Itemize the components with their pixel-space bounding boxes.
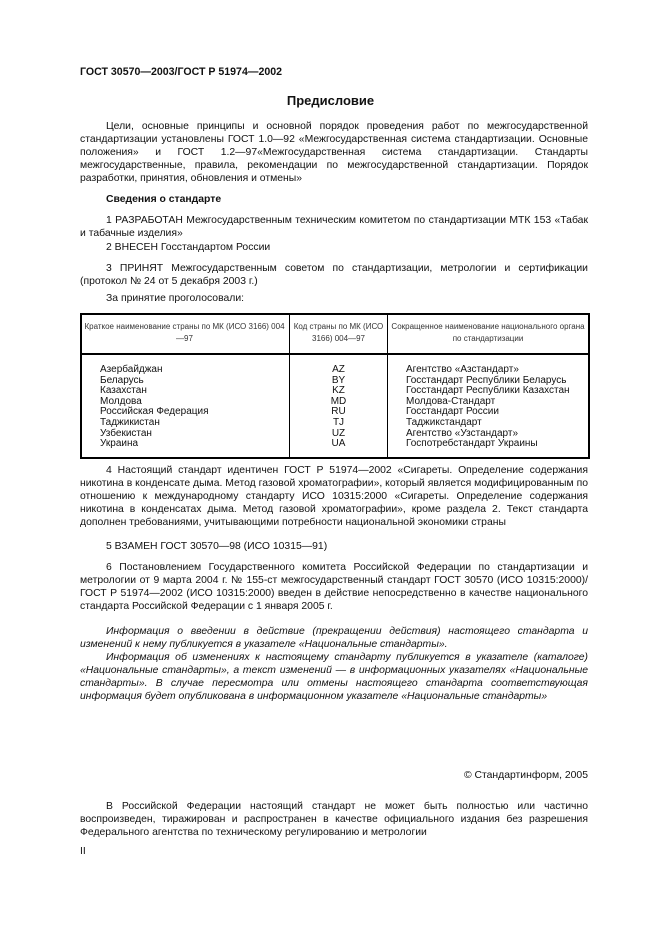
voted-label: За принятие проголосовали: <box>106 293 245 304</box>
country-cell: Таджикистан <box>80 418 290 429</box>
table-row <box>80 354 588 376</box>
item-3: 3 ПРИНЯТ Межгосударственным советом по стандартизации, метрологии и сертификации (протокол № 24 от 5 декабря 2003 г.) <box>80 263 588 287</box>
body-cell: Агентство «Азстандарт» <box>406 364 519 375</box>
page-title: Предисловие <box>286 93 375 108</box>
country-cell: Российская Федерация <box>80 407 290 418</box>
country-cell: Молдова <box>80 397 290 408</box>
code-cell: TJ <box>290 418 388 429</box>
body-cell: Госстандарт Республики Казахстан <box>406 385 570 397</box>
info-paragraph-2: Информация об изменениях к настоящему стандарту публикуется в указателе (каталоге) «Национальные стандарты», а текст изменений — в информационных указателях «Национальные стандарты». В случае пересмотра или отмены настоящего стандарта соответствующая информация будет опубликована в информационном указателе «Национальные стандарты» <box>80 652 588 702</box>
copyright: © Стандартинформ, 2005 <box>463 770 588 781</box>
body-cell: Молдова-Стандарт <box>406 395 496 407</box>
code-cell: MD <box>290 397 388 408</box>
body-cell: Агентство «Узстандарт» <box>406 427 519 439</box>
country-cell: Казахстан <box>80 386 290 397</box>
page-number: II <box>80 846 86 857</box>
table-row <box>80 418 588 429</box>
body-cell: Госпотребстандарт Украины <box>406 438 538 450</box>
info-paragraph-1: Информация о введении в действие (прекращении действия) настоящего стандарта и изменений к нему публикуется в указателе «Национальные стандарты». <box>80 626 588 650</box>
section-heading: Сведения о стандарте <box>106 194 222 205</box>
body-cell: Госстандарт Республики Беларусь <box>406 374 567 386</box>
table-row <box>80 439 588 458</box>
intro-paragraph: Цели, основные принципы и основной порядок проведения работ по межгосударственной стандартизации установлены ГОСТ 1.0—92 «Межгосударственная система стандартизации. Основные положения» и ГОСТ 1.2—97«Межгосударственная система стандартизации. Стандарты межгосударственные, правила, рекомендации по межгосударственной стандартизации. Порядок разработки, принятия, обновления и отмены» <box>80 121 588 184</box>
item-4: 4 Настоящий стандарт идентичен ГОСТ Р 51974—2002 «Сигареты. Определение содержания никотина в конденсате дыма. Метод газовой хроматографии», который является модифицированным по отношению к международному стандарту ИСО 10315:2000 «Сигареты. Определение содержания никотина в конденсатах дыма. Метод газовой хроматографии», кроме раздела 2. Текст стандарта дополнен требованиями, учитывающими потребности национальной экономики страны <box>80 465 588 528</box>
code-cell: BY <box>290 376 388 387</box>
col-header-code: Код страны по МК (ИСО 3166) 004—97 <box>290 313 388 354</box>
country-cell: Азербайджан <box>80 354 290 376</box>
code-cell: UA <box>290 439 388 458</box>
item-5: 5 ВЗАМЕН ГОСТ 30570—98 (ИСО 10315—91) <box>106 541 328 552</box>
voting-table <box>80 313 588 458</box>
code-cell: AZ <box>290 354 388 376</box>
document-header: ГОСТ 30570—2003/ГОСТ Р 51974—2002 <box>80 66 283 78</box>
item-6: 6 Постановлением Государственного комитета Российской Федерации по стандартизации и метрологии от 9 марта 2004 г. № 155-ст межгосударственный стандарт ГОСТ 30570 (ИСО 10315:2000)/ГОСТ Р 51974—2002 (ИСО 10315:2000) введен в действие непосредственно в качестве национального стандарта Российской Федерации с 1 января 2005 г. <box>80 562 588 612</box>
body-cell: Таджикстандарт <box>406 416 482 428</box>
code-cell: UZ <box>290 429 388 440</box>
code-cell: KZ <box>290 386 388 397</box>
country-cell: Украина <box>80 439 290 458</box>
country-cell: Узбекистан <box>80 429 290 440</box>
col-header-body: Сокращенное наименование национального органа по стандартизации <box>388 313 589 354</box>
reproduction-notice: В Российской Федерации настоящий стандарт не может быть полностью или частично воспроизведен, тиражирован и распространен в качестве официального издания без разрешения Федерального агентства по техническому регулированию и метрологии <box>80 801 588 838</box>
col-header-country: Краткое наименование страны по МК (ИСО 3166) 004—97 <box>80 313 290 354</box>
item-2: 2 ВНЕСЕН Госстандартом России <box>106 242 271 253</box>
table-header-row <box>80 313 588 354</box>
code-cell: RU <box>290 407 388 418</box>
country-cell: Беларусь <box>80 376 290 387</box>
item-1: 1 РАЗРАБОТАН Межгосударственным техническим комитетом по стандартизации МТК 153 «Табак и табачные изделия» <box>80 215 588 239</box>
body-cell: Госстандарт России <box>406 406 499 418</box>
